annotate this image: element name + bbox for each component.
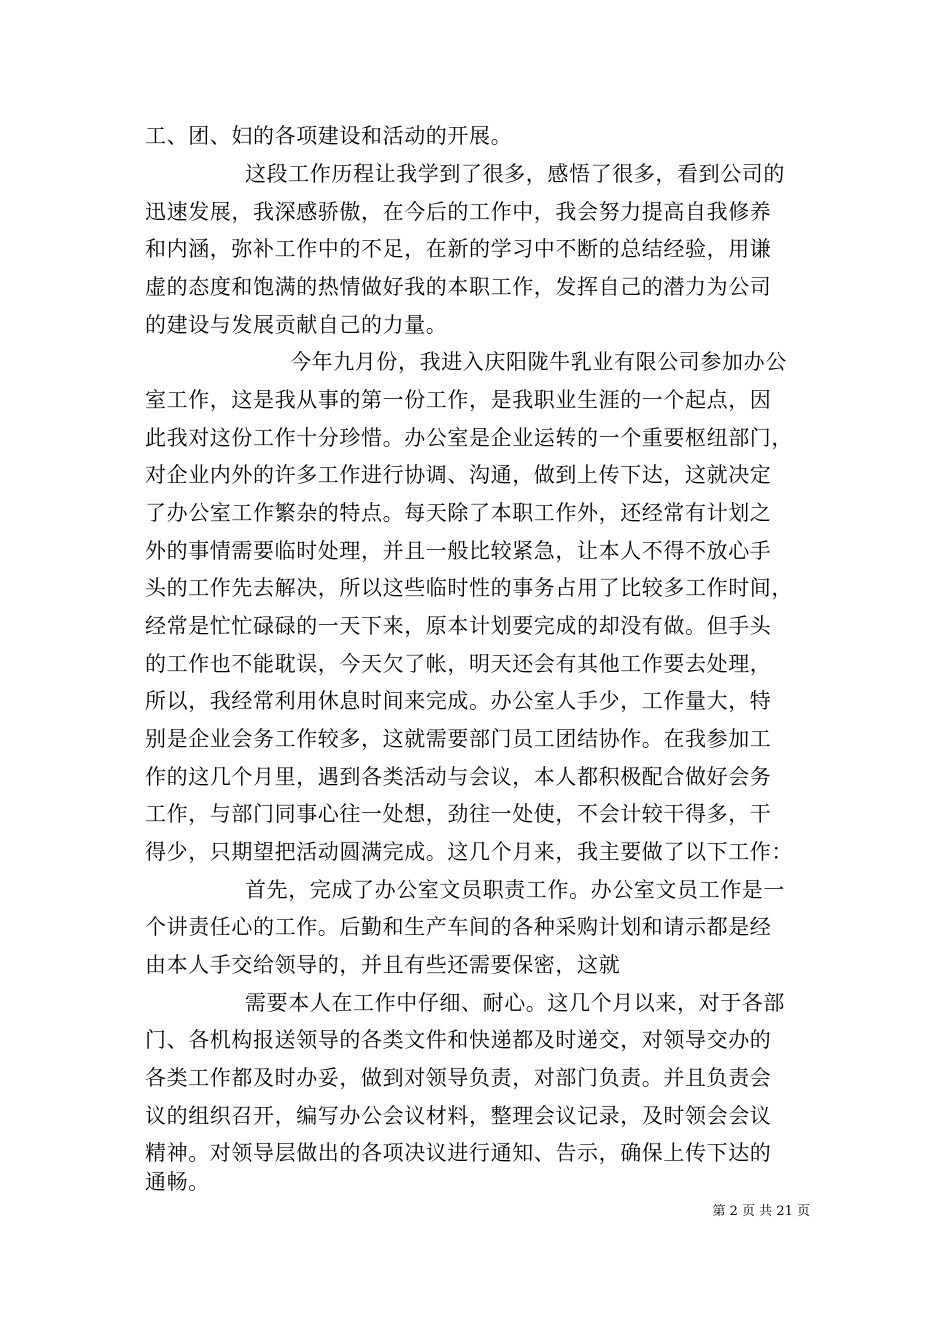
text-line: 由本人手交给领导的，并且有些还需要保密，这就	[145, 953, 621, 977]
text-line: 对企业内外的许多工作进行协调、沟通，做到上传下达，这就决定	[145, 463, 772, 487]
text-line: 各类工作都及时办妥，做到对领导负责，对部门负责。并且负责会	[145, 1066, 772, 1090]
text-line: 和内涵，弥补工作中的不足，在新的学习中不断的总结经验，用谦	[145, 237, 772, 261]
text-line: 虚的态度和饱满的热情做好我的本职工作，发挥自己的潜力为公司	[145, 275, 772, 299]
text-line: 工、团、妇的各项建设和活动的开展。	[145, 124, 513, 148]
text-line: 头的工作先去解决，所以这些临时性的事务占用了比较多工作时间，	[145, 576, 793, 600]
text-line: 经常是忙忙碌碌的一天下来，原本计划要完成的却没有做。但手头	[145, 614, 772, 638]
text-line: 别是企业会务工作较多，这就需要部门员工团结协作。在我参加工	[145, 727, 772, 751]
text-line: 了办公室工作繁杂的特点。每天除了本职工作外，还经常有计划之	[145, 501, 772, 525]
text-line: 得少，只期望把活动圆满完成。这几个月来，我主要做了以下工作：	[145, 840, 793, 864]
text-line: 精神。对领导层做出的各项决议进行通知、告示，确保上传下达的	[145, 1141, 772, 1165]
text-line: 个讲责任心的工作。后勤和生产车间的各种采购计划和请示都是经	[145, 915, 772, 939]
text-line: 所以，我经常利用休息时间来完成。办公室人手少，工作量大，特	[145, 689, 772, 713]
text-line: 需要本人在工作中仔细、耐心。这几个月以来，对于各部	[245, 991, 785, 1015]
text-line: 工作，与部门同事心往一处想，劲往一处使，不会计较干得多，干	[145, 802, 772, 826]
text-line: 门、各机构报送领导的各类文件和快递都及时递交，对领导交办的	[145, 1028, 772, 1052]
text-line: 迅速发展，我深感骄傲，在今后的工作中，我会努力提高自我修养	[145, 200, 772, 224]
text-line: 此我对这份工作十分珍惜。办公室是企业运转的一个重要枢纽部门，	[145, 426, 793, 450]
text-line: 外的事情需要临时处理，并且一般比较紧急，让本人不得不放心手	[145, 539, 772, 563]
text-line: 室工作，这是我从事的第一份工作，是我职业生涯的一个起点，因	[145, 388, 772, 412]
text-line: 的建设与发展贡献自己的力量。	[145, 313, 448, 337]
text-line: 首先，完成了办公室文员职责工作。办公室文员工作是一	[245, 878, 785, 902]
page-number: 第 2 页 共 21 页	[712, 1204, 810, 1219]
text-line: 通畅。	[145, 1170, 210, 1194]
text-line: 议的组织召开，编写办公会议材料，整理会议记录，及时领会会议	[145, 1104, 772, 1128]
text-line: 今年九月份，我进入庆阳陇牛乳业有限公司参加办公	[290, 350, 787, 374]
text-line: 作的这几个月里，遇到各类活动与会议，本人都积极配合做好会务	[145, 765, 772, 789]
text-line: 的工作也不能耽误，今天欠了帐，明天还会有其他工作要去处理，	[145, 652, 772, 676]
text-line: 这段工作历程让我学到了很多，感悟了很多，看到公司的	[245, 162, 785, 186]
